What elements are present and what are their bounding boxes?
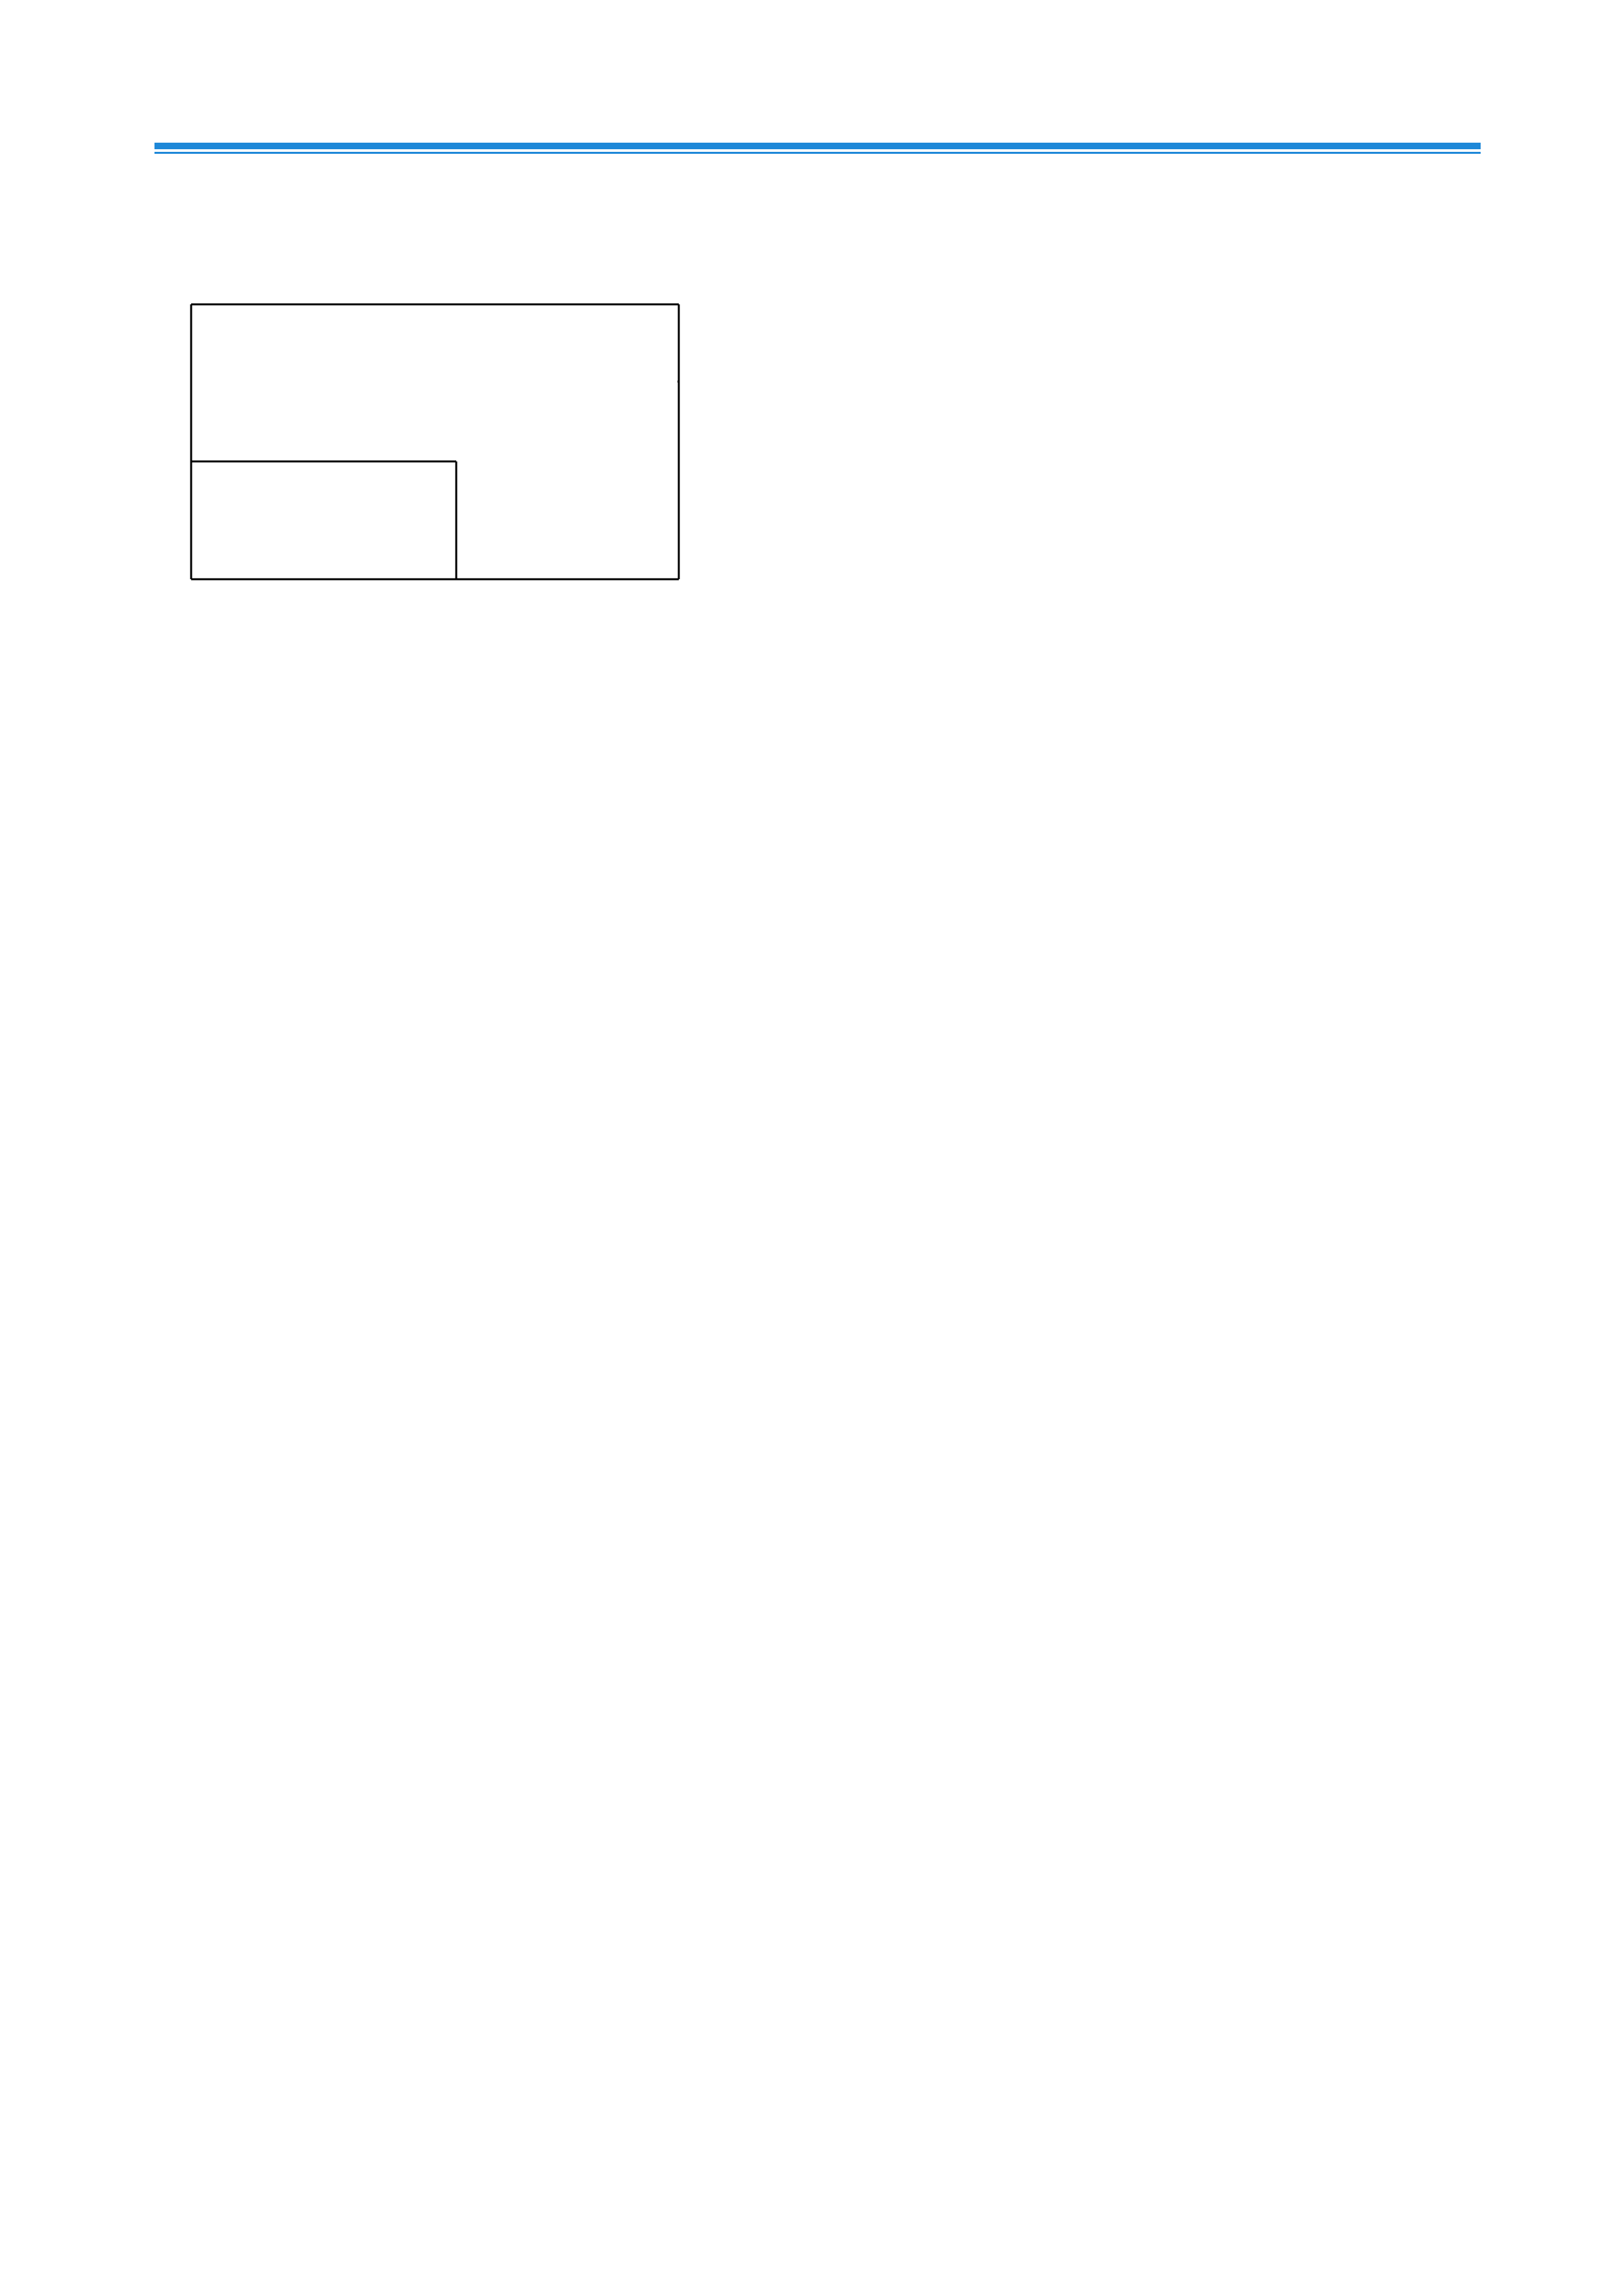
header-rule <box>154 143 1481 149</box>
header-rule-thin <box>154 152 1481 154</box>
land-figure <box>151 268 825 609</box>
